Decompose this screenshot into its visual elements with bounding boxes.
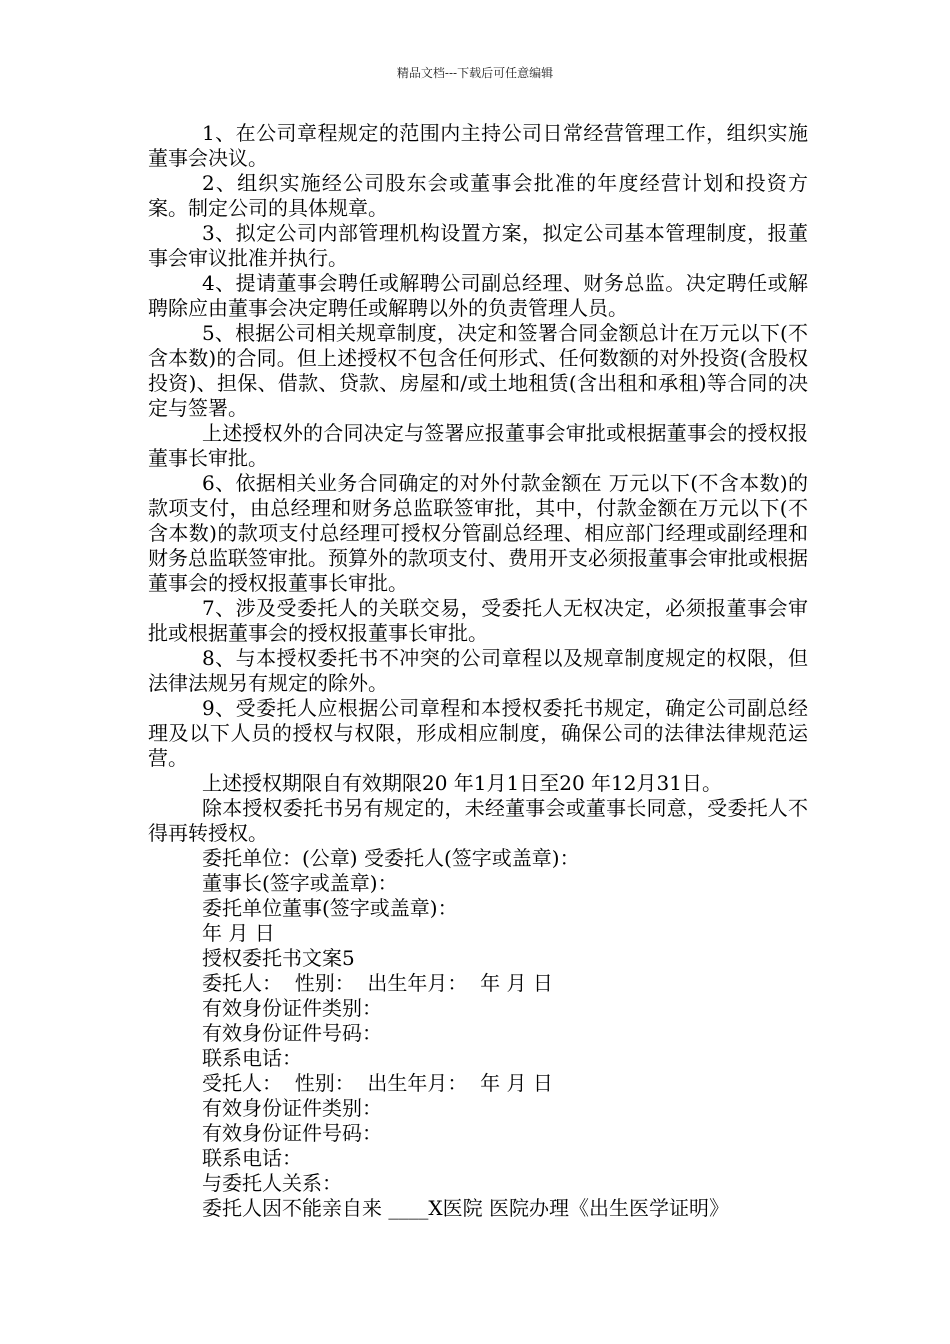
paragraph-item-8: 8、与本授权委托书不冲突的公司章程以及规章制度规定的权限，但法律法规另有规定的除外。 <box>148 646 808 695</box>
line-principal-id-type: 有效身份证件类别： <box>202 996 382 1020</box>
paragraph-item-9: 9、受委托人应根据公司章程和本授权委托书规定，确定公司副总经理及以下人员的授权与权限，形成相应制度，确保公司的法律法律规范运营。 <box>148 696 808 770</box>
line-agent-id-number: 有效身份证件号码： <box>202 1121 382 1145</box>
line-relationship: 与委托人关系： <box>202 1171 342 1195</box>
line-principal-info: 委托人： 性别： 出生年月： 年 月 日 <box>202 971 553 995</box>
paragraph-term: 上述授权期限自有效期限20 年1月1日至20 年12月31日。 <box>202 771 722 795</box>
page-header: 精品文档---下载后可任意编辑 <box>396 66 554 80</box>
line-purpose: 委托人因不能亲自来 ____X医院 医院办理《出生医学证明》 <box>202 1196 729 1220</box>
line-director-signature: 委托单位董事(签字或盖章)： <box>202 896 458 920</box>
paragraph-contract-approval: 上述授权外的合同决定与签署应报董事会审批或根据董事会的授权报董事长审批。 <box>148 421 808 470</box>
paragraph-item-1: 1、在公司章程规定的范围内主持公司日常经营管理工作，组织实施董事会决议。 <box>148 121 808 170</box>
line-agent-phone: 联系电话： <box>202 1146 302 1170</box>
paragraph-no-sublicense: 除本授权委托书另有规定的，未经董事会或董事长同意，受委托人不得再转授权。 <box>148 796 808 845</box>
paragraph-item-4: 4、提请董事会聘任或解聘公司副总经理、财务总监。决定聘任或解聘除应由董事会决定聘任或解聘以外的负责管理人员。 <box>148 271 808 320</box>
section-title: 授权委托书文案5 <box>202 946 355 970</box>
paragraph-item-3: 3、拟定公司内部管理机构设置方案，拟定公司基本管理制度，报董事会审议批准并执行。 <box>148 221 808 270</box>
paragraph-item-6: 6、依据相关业务合同确定的对外付款金额在 万元以下(不含本数)的款项支付，由总经理和财务总监联签审批，其中，付款金额在万元以下(不含本数)的款项支付总经理可授权分管副总经理、相应部门经理或副经理和财务总监联签审批。预算外的款项支付、费用开支必须报董事会审批或根据董事会的授权报董事长审批。 <box>148 471 808 595</box>
line-principal-id-number: 有效身份证件号码： <box>202 1021 382 1045</box>
paragraph-item-2: 2、组织实施经公司股东会或董事会批准的年度经营计划和投资方案。制定公司的具体规章。 <box>148 171 808 220</box>
paragraph-item-5: 5、根据公司相关规章制度，决定和签署合同金额总计在万元以下(不含本数)的合同。但上述授权不包含任何形式、任何数额的对外投资(含股权投资)、担保、借款、贷款、房屋和/或土地租赁(含出租和承租)等合同的决定与签署。 <box>148 321 808 420</box>
line-date: 年 月 日 <box>202 921 275 945</box>
line-agent-id-type: 有效身份证件类别： <box>202 1096 382 1120</box>
document-body <box>148 121 808 1221</box>
line-principal-phone: 联系电话： <box>202 1046 302 1070</box>
line-entrusting-unit: 委托单位：(公章) 受委托人(签字或盖章)： <box>202 846 580 870</box>
line-chairman-signature: 董事长(签字或盖章)： <box>202 871 398 895</box>
paragraph-item-7: 7、涉及受委托人的关联交易，受委托人无权决定，必须报董事会审批或根据董事会的授权报董事长审批。 <box>148 596 808 645</box>
line-agent-info: 受托人： 性别： 出生年月： 年 月 日 <box>202 1071 553 1095</box>
